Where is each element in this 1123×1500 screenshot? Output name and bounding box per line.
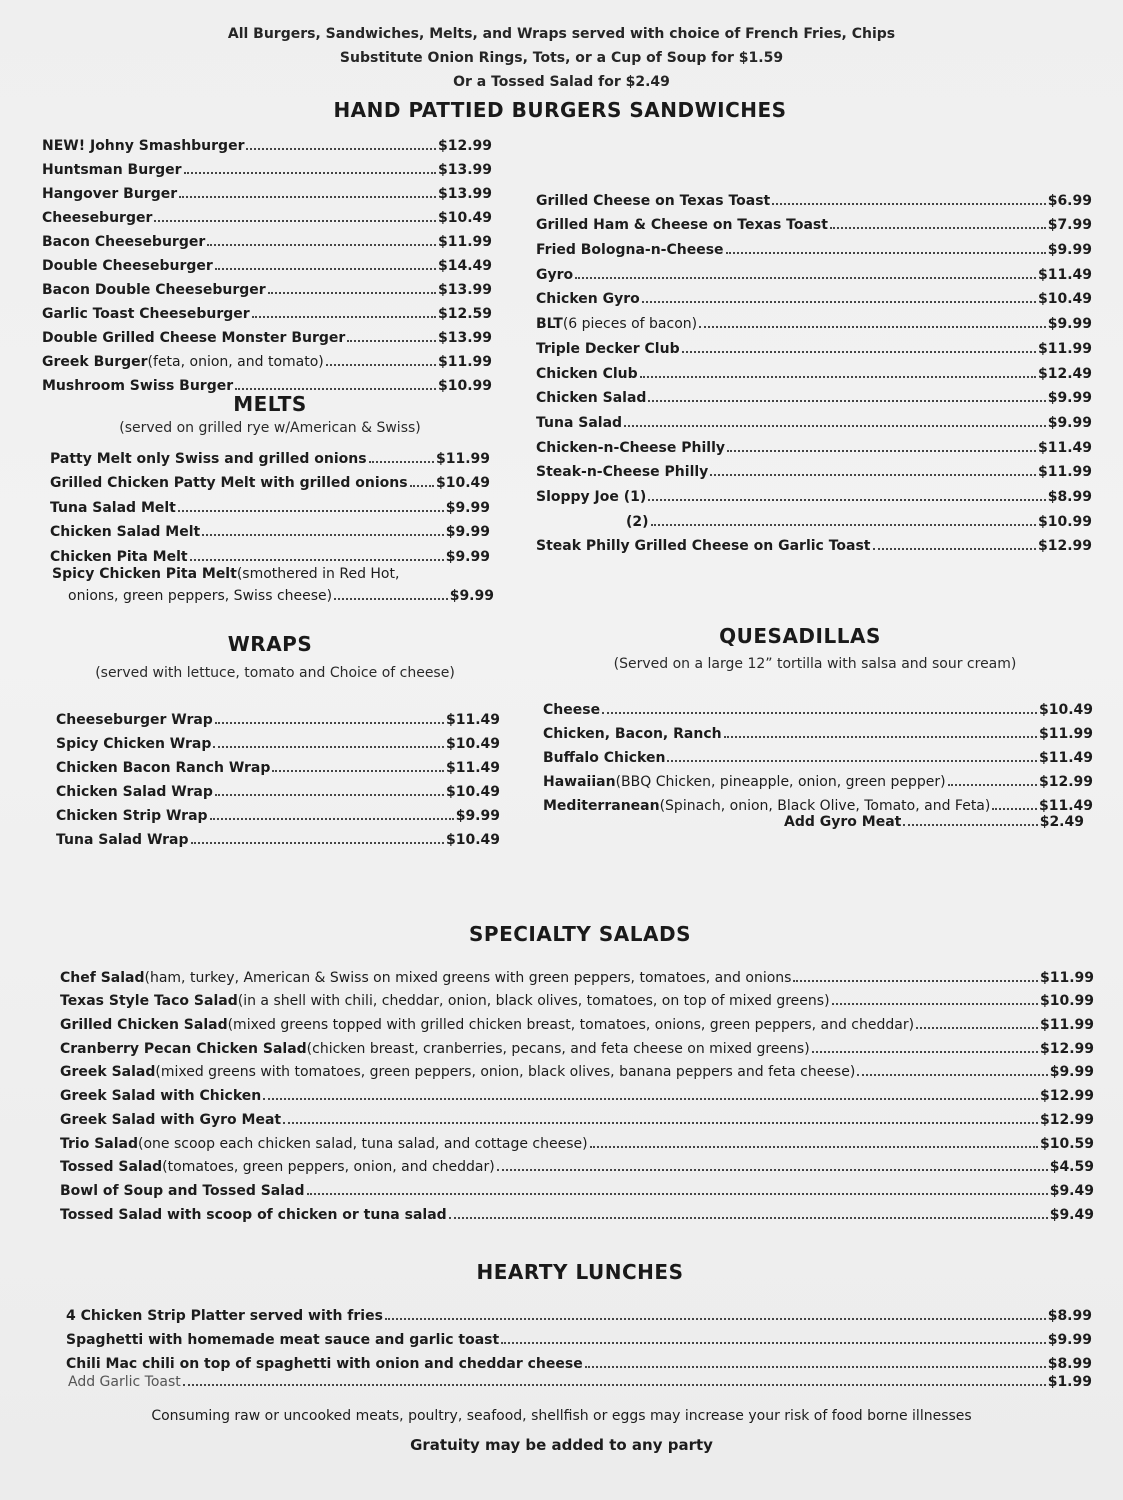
leader-dots — [648, 499, 1045, 501]
item-name: Steak-n-Cheese Philly — [536, 464, 709, 481]
item-price: $10.99 — [437, 378, 492, 394]
leader-dots — [213, 746, 444, 748]
item-description: onions, green peppers, Swiss cheese) — [68, 588, 333, 604]
menu-item — [536, 184, 1092, 209]
spicy-melt-block — [52, 566, 494, 604]
leader-dots — [602, 712, 1037, 714]
item-price: $9.99 — [445, 524, 490, 540]
leader-dots — [948, 784, 1037, 786]
menu-item — [42, 370, 492, 394]
item-price: $14.49 — [437, 258, 492, 274]
item-price: $11.49 — [445, 760, 500, 776]
item-price: $11.49 — [1037, 266, 1092, 283]
item-price: $12.99 — [1038, 774, 1093, 790]
item-price: $6.99 — [1047, 192, 1092, 209]
menu-item — [56, 824, 500, 848]
menu-item — [60, 1152, 1094, 1176]
item-description: (feta, onion, and tomato) — [147, 354, 324, 370]
quesadillas-list — [543, 694, 1093, 814]
leader-dots — [326, 364, 436, 366]
menu-item — [50, 491, 490, 516]
item-price: $12.49 — [1037, 365, 1092, 382]
menu-item — [56, 728, 500, 752]
item-description: (BBQ Chicken, pineapple, onion, green pepper) — [615, 774, 946, 790]
menu-item — [536, 456, 1092, 481]
item-name: Chicken Pita Melt — [50, 548, 188, 565]
menu-item — [543, 742, 1093, 766]
menu-item — [42, 202, 492, 226]
salads-list — [60, 962, 1094, 1223]
menu-item — [543, 718, 1093, 742]
item-name: Mushroom Swiss Burger — [42, 378, 234, 394]
item-price: $10.99 — [1037, 513, 1092, 530]
leader-dots — [903, 824, 1037, 826]
leader-dots — [916, 1027, 1038, 1029]
leader-dots — [307, 1193, 1048, 1195]
item-price: $9.99 — [445, 499, 490, 516]
item-price: $8.99 — [1047, 1308, 1092, 1324]
menu-item — [60, 1009, 1094, 1033]
menu-item — [60, 1080, 1094, 1104]
menu-item — [50, 442, 490, 467]
item-price: $13.99 — [437, 330, 492, 346]
item-price: $1.99 — [1047, 1374, 1092, 1390]
item-name: Sloppy Joe (1) — [536, 488, 647, 505]
item-price: $11.99 — [1039, 969, 1094, 986]
item-name: Texas Style Taco Salad — [60, 993, 238, 1010]
item-name: Chicken Salad — [536, 390, 647, 407]
leader-dots — [648, 400, 1045, 402]
menu-item — [536, 431, 1092, 456]
leader-dots — [246, 148, 435, 150]
leader-dots — [183, 1384, 1046, 1386]
menu-item — [42, 154, 492, 178]
item-name: NEW! Johny Smashburger — [42, 138, 245, 154]
item-name: Bowl of Soup and Tossed Salad — [60, 1182, 305, 1199]
item-name: Chicken, Bacon, Ranch — [543, 726, 722, 742]
menu-item — [60, 1199, 1094, 1223]
item-name: Hangover Burger — [42, 186, 178, 202]
menu-item — [60, 962, 1094, 986]
menu-item — [50, 540, 490, 565]
item-price: $9.49 — [1049, 1206, 1094, 1223]
burgers-title: HAND PATTIED BURGERS SANDWICHES — [333, 98, 787, 122]
item-price: $9.99 — [445, 548, 490, 565]
leader-dots — [347, 340, 436, 342]
item-description: (one scoop each chicken salad, tuna salad, and cottage cheese) — [138, 1135, 588, 1152]
item-name: Tossed Salad with scoop of chicken or tuna salad — [60, 1206, 447, 1223]
item-price: $9.99 — [1047, 390, 1092, 407]
item-name: Spaghetti with homemade meat sauce and garlic toast — [66, 1332, 500, 1348]
menu-item — [56, 800, 500, 824]
menu-item — [543, 766, 1093, 790]
menu-item — [66, 1348, 1092, 1372]
item-name: Greek Burger — [42, 354, 148, 370]
item-description: (chicken breast, cranberries, pecans, and feta cheese on mixed greens) — [306, 1040, 810, 1057]
leader-dots — [726, 252, 1046, 254]
intro-line-3: Or a Tossed Salad for $2.49 — [453, 74, 670, 90]
leader-dots — [590, 1146, 1038, 1148]
leader-dots — [190, 559, 444, 561]
leader-dots — [385, 1318, 1046, 1320]
menu-item — [536, 209, 1092, 234]
item-price: $12.99 — [1039, 1040, 1094, 1057]
item-name: Grilled Chicken Salad — [60, 1017, 228, 1034]
item-description: (ham, turkey, American & Swiss on mixed greens with green peppers, tomatoes, and onions — [144, 969, 792, 986]
leader-dots — [699, 326, 1046, 328]
menu-item — [536, 283, 1092, 308]
leader-dots — [235, 388, 436, 390]
leader-dots — [667, 760, 1037, 762]
intro-line-1: All Burgers, Sandwiches, Melts, and Wraps served with choice of French Fries, Chips — [227, 26, 896, 42]
wraps-list — [56, 704, 500, 848]
item-price: $11.99 — [1038, 726, 1093, 742]
item-price: $10.49 — [445, 784, 500, 800]
item-price: $11.49 — [1037, 439, 1092, 456]
item-price: $13.99 — [437, 186, 492, 202]
item-name: Grilled Chicken Patty Melt with grilled onions — [50, 475, 408, 491]
item-price: $13.99 — [437, 162, 492, 178]
leader-dots — [154, 220, 436, 222]
leader-dots — [272, 770, 444, 772]
menu-item — [50, 516, 490, 541]
menu-item — [52, 588, 494, 604]
menu-item — [536, 307, 1092, 332]
item-name: Triple Decker Club — [536, 340, 680, 357]
menu-item — [50, 467, 490, 492]
leader-dots — [873, 548, 1036, 550]
item-description: (smothered in Red Hot, — [236, 566, 400, 582]
leader-dots — [682, 351, 1036, 353]
leader-dots — [207, 244, 436, 246]
menu-item — [42, 250, 492, 274]
quesadillas-subtitle: (Served on a large 12” tortilla with salsa and sour cream) — [613, 656, 1017, 672]
item-name: Patty Melt only Swiss and grilled onions — [50, 450, 367, 467]
leader-dots — [215, 794, 444, 796]
leader-dots — [830, 227, 1046, 229]
menu-item — [60, 1033, 1094, 1057]
leader-dots — [252, 316, 436, 318]
leader-dots — [772, 203, 1045, 205]
gratuity-note: Gratuity may be added to any party — [410, 1436, 713, 1454]
item-price: $11.49 — [445, 712, 500, 728]
item-name: Spicy Chicken Pita Melt — [52, 566, 237, 582]
item-name: Cheeseburger — [42, 210, 153, 226]
menu-item — [60, 1104, 1094, 1128]
item-price: $10.49 — [1037, 291, 1092, 308]
item-price: $4.59 — [1049, 1159, 1094, 1176]
item-price: $9.99 — [1049, 1064, 1094, 1081]
item-name: Chicken Bacon Ranch Wrap — [56, 760, 271, 776]
item-name: 4 Chicken Strip Platter served with fries — [66, 1308, 383, 1324]
leader-dots — [501, 1342, 1046, 1344]
leader-dots — [642, 301, 1036, 303]
lunches-list — [66, 1300, 1092, 1372]
leader-dots — [812, 1051, 1038, 1053]
item-price: $12.59 — [437, 306, 492, 322]
item-name: Garlic Toast Cheeseburger — [42, 306, 250, 322]
leader-dots — [585, 1366, 1046, 1368]
quesadilla-addon — [784, 814, 1084, 830]
leader-dots — [179, 196, 436, 198]
item-name: Trio Salad — [60, 1135, 139, 1152]
menu-item — [60, 1128, 1094, 1152]
item-price: $13.99 — [437, 282, 492, 298]
item-name: Chicken-n-Cheese Philly — [536, 439, 726, 456]
item-name: Greek Salad with Chicken — [60, 1088, 262, 1105]
menu-item — [42, 226, 492, 250]
menu-item — [56, 776, 500, 800]
item-name: Add Gyro Meat — [784, 814, 902, 830]
quesadillas-title: QUESADILLAS — [719, 624, 881, 648]
item-price: $11.99 — [1037, 464, 1092, 481]
leader-dots — [724, 736, 1037, 738]
menu-intro — [0, 22, 1123, 94]
menu-item — [56, 704, 500, 728]
leader-dots — [283, 1122, 1038, 1124]
item-name: Cheese — [543, 702, 601, 718]
item-name: Steak Philly Grilled Cheese on Garlic Toast — [536, 538, 871, 555]
item-name: Grilled Cheese on Texas Toast — [536, 192, 771, 209]
item-price: $11.49 — [1038, 750, 1093, 766]
menu-item — [536, 332, 1092, 357]
item-name: Chef Salad — [60, 969, 145, 986]
item-name: Tossed Salad — [60, 1159, 163, 1176]
lunches-title: HEARTY LUNCHES — [476, 1260, 684, 1284]
item-name: Chili Mac chili on top of spaghetti with onion and cheddar cheese — [66, 1356, 583, 1372]
item-description: (in a shell with chili, cheddar, onion, black olives, tomatoes, on top of mixed greens) — [237, 993, 830, 1010]
menu-item — [66, 1300, 1092, 1324]
leader-dots — [640, 376, 1036, 378]
item-price: $12.99 — [1039, 1111, 1094, 1128]
item-price: $9.99 — [449, 588, 494, 604]
leader-dots — [651, 524, 1036, 526]
menu-item — [536, 530, 1092, 555]
menu-item — [42, 178, 492, 202]
menu-item — [536, 357, 1092, 382]
leader-dots — [410, 485, 434, 487]
menu-item — [543, 694, 1093, 718]
leader-dots — [215, 722, 444, 724]
menu-item — [536, 505, 1092, 530]
item-price: $10.49 — [435, 475, 490, 491]
item-name: Tuna Salad Wrap — [56, 832, 189, 848]
item-name: Chicken Club — [536, 365, 638, 382]
menu-item — [56, 752, 500, 776]
item-price: $9.99 — [1047, 316, 1092, 333]
menu-item — [536, 233, 1092, 258]
item-name: Cranberry Pecan Chicken Salad — [60, 1040, 307, 1057]
menu-item — [42, 346, 492, 370]
leader-dots — [449, 1217, 1048, 1219]
lunch-addon — [68, 1374, 1092, 1390]
item-price: $12.99 — [1039, 1088, 1094, 1105]
item-name: Tuna Salad — [536, 414, 623, 431]
leader-dots — [497, 1169, 1048, 1171]
item-name: Bacon Cheeseburger — [42, 234, 206, 250]
item-price: $11.49 — [1038, 798, 1093, 814]
menu-item — [536, 406, 1092, 431]
item-name: Greek Salad — [60, 1064, 156, 1081]
menu-item — [543, 790, 1093, 814]
item-name: Hawaiian — [543, 774, 616, 790]
item-price: $8.99 — [1047, 488, 1092, 505]
item-price: $11.99 — [437, 234, 492, 250]
item-name: Cheeseburger Wrap — [56, 712, 213, 728]
item-description: (mixed greens with tomatoes, green peppers, onion, black olives, banana peppers and feta cheese) — [155, 1064, 856, 1081]
leader-dots — [992, 808, 1037, 810]
item-description: (mixed greens topped with grilled chicken breast, tomatoes, onions, green peppers, and cheddar) — [227, 1017, 915, 1034]
item-name: Huntsman Burger — [42, 162, 182, 178]
item-price: $9.99 — [1047, 242, 1092, 259]
leader-dots — [369, 461, 434, 463]
item-price: $10.49 — [437, 210, 492, 226]
item-price: $10.49 — [1038, 702, 1093, 718]
item-price: $11.99 — [435, 450, 490, 467]
leader-dots — [334, 598, 448, 600]
item-price: $12.99 — [1037, 538, 1092, 555]
wraps-subtitle: (served with lettuce, tomato and Choice of cheese) — [95, 665, 455, 681]
menu-item — [536, 382, 1092, 407]
item-name: (2) — [626, 513, 649, 530]
item-description: (tomatoes, green peppers, onion, and cheddar) — [162, 1159, 495, 1176]
leader-dots — [710, 474, 1036, 476]
menu-item — [42, 130, 492, 154]
item-price: $9.99 — [1047, 1332, 1092, 1348]
leader-dots — [263, 1098, 1038, 1100]
leader-dots — [575, 277, 1036, 279]
sandwiches-list — [536, 184, 1092, 554]
item-name: Gyro — [536, 266, 574, 283]
menu-item — [42, 322, 492, 346]
leader-dots — [215, 268, 436, 270]
leader-dots — [832, 1003, 1038, 1005]
leader-dots — [268, 292, 436, 294]
item-name: Fried Bologna-n-Cheese — [536, 242, 724, 259]
item-price: $8.99 — [1047, 1356, 1092, 1372]
leader-dots — [178, 510, 444, 512]
salads-title: SPECIALTY SALADS — [469, 922, 691, 946]
menu-item — [60, 1057, 1094, 1081]
item-price: $2.49 — [1039, 814, 1084, 830]
item-name: Chicken Gyro — [536, 291, 640, 308]
leader-dots — [184, 172, 436, 174]
leader-dots — [202, 534, 444, 536]
item-price: $10.59 — [1039, 1135, 1094, 1152]
leader-dots — [210, 818, 454, 820]
item-name: Double Cheeseburger — [42, 258, 213, 274]
item-name: Grilled Ham & Cheese on Texas Toast — [536, 217, 828, 234]
melts-list — [50, 442, 490, 565]
food-safety-warning: Consuming raw or uncooked meats, poultry, seafood, shellfish or eggs may increase your risk of food borne illnesses — [151, 1408, 972, 1424]
item-name: Tuna Salad Melt — [50, 499, 176, 516]
item-name: Greek Salad with Gyro Meat — [60, 1111, 282, 1128]
item-price: $9.49 — [1049, 1182, 1094, 1199]
leader-dots — [191, 842, 444, 844]
item-price: $10.49 — [445, 736, 500, 752]
wraps-title: WRAPS — [227, 632, 313, 656]
menu-item — [42, 274, 492, 298]
item-name: Double Grilled Cheese Monster Burger — [42, 330, 346, 346]
menu-item — [42, 298, 492, 322]
item-name: Chicken Salad Melt — [50, 524, 201, 540]
item-name: Chicken Strip Wrap — [56, 808, 208, 824]
menu-item — [68, 1374, 1092, 1390]
item-price: $11.99 — [437, 354, 492, 370]
menu-item — [66, 1324, 1092, 1348]
melts-title: MELTS — [233, 392, 307, 416]
menu-item — [536, 258, 1092, 283]
item-price: $11.99 — [1037, 340, 1092, 357]
item-name: Spicy Chicken Wrap — [56, 736, 212, 752]
leader-dots — [793, 980, 1038, 982]
item-price: $9.99 — [455, 808, 500, 824]
leader-dots — [727, 450, 1036, 452]
menu-item — [60, 986, 1094, 1010]
menu-item — [536, 480, 1092, 505]
item-price: $11.99 — [1039, 1017, 1094, 1034]
item-name: Buffalo Chicken — [543, 750, 666, 766]
menu-item — [60, 1175, 1094, 1199]
item-price: $10.99 — [1039, 993, 1094, 1010]
item-price: $12.99 — [437, 138, 492, 154]
item-name: Mediterranean — [543, 798, 660, 814]
leader-dots — [624, 425, 1046, 427]
leader-dots — [857, 1074, 1047, 1076]
item-description: (Spinach, onion, Black Olive, Tomato, and Feta) — [659, 798, 991, 814]
item-name: Bacon Double Cheeseburger — [42, 282, 266, 298]
item-description: (6 pieces of bacon) — [562, 316, 698, 333]
item-name: BLT — [536, 316, 563, 333]
intro-line-2: Substitute Onion Rings, Tots, or a Cup of Soup for $1.59 — [339, 50, 784, 66]
menu-item — [52, 566, 494, 582]
item-price: $9.99 — [1047, 414, 1092, 431]
menu-item — [784, 814, 1084, 830]
item-price: $7.99 — [1047, 217, 1092, 234]
melts-subtitle: (served on grilled rye w/American & Swiss) — [119, 420, 421, 436]
burgers-list — [42, 130, 492, 394]
item-name: Add Garlic Toast — [68, 1374, 181, 1390]
item-price: $10.49 — [445, 832, 500, 848]
item-name: Chicken Salad Wrap — [56, 784, 213, 800]
